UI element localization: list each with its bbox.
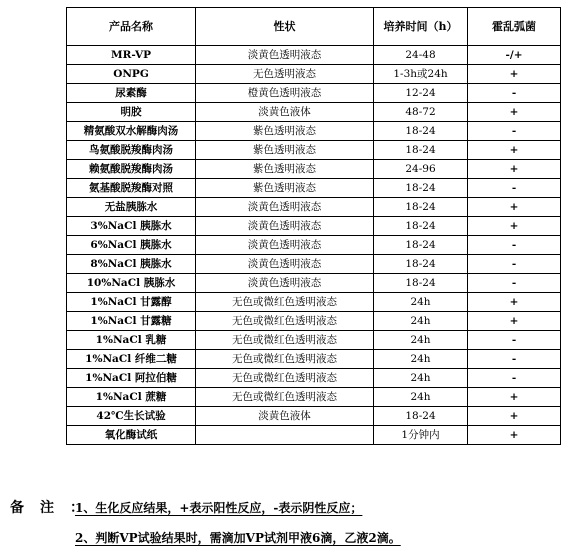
note-line-2 — [10, 526, 570, 556]
cell-vibrio: - — [468, 122, 561, 141]
cell-product: 1%NaCl 乳糖 — [67, 331, 196, 350]
cell-product: 明胶 — [67, 103, 196, 122]
table-body — [67, 8, 561, 445]
cell-incubation: 24h — [374, 331, 468, 350]
table-row — [67, 331, 561, 350]
cell-incubation: 18-24 — [374, 122, 468, 141]
cell-appearance: 无色或微红色透明液态 — [196, 369, 374, 388]
cell-product: 6%NaCl 胰胨水 — [67, 236, 196, 255]
cell-vibrio: - — [468, 369, 561, 388]
cell-incubation: 48-72 — [374, 103, 468, 122]
table-row — [67, 103, 561, 122]
table-row — [67, 255, 561, 274]
cell-appearance: 淡黄色透明液态 — [196, 274, 374, 293]
header-incubation: 培养时间（h） — [374, 8, 468, 46]
table-row — [67, 65, 561, 84]
cell-product: 1%NaCl 纤维二糖 — [67, 350, 196, 369]
note-text-1: 1、生化反应结果，+表示阳性反应，-表示阴性反应； — [75, 501, 363, 515]
cell-vibrio: + — [468, 65, 561, 84]
cell-appearance: 紫色透明液态 — [196, 141, 374, 160]
cell-incubation: 18-24 — [374, 274, 468, 293]
table-row — [67, 426, 561, 445]
cell-appearance: 无色或微红色透明液态 — [196, 293, 374, 312]
cell-incubation: 24h — [374, 369, 468, 388]
cell-vibrio: + — [468, 312, 561, 331]
notes-section — [10, 496, 570, 556]
cell-appearance: 淡黄色透明液态 — [196, 198, 374, 217]
cell-incubation: 1分钟内 — [374, 426, 468, 445]
cell-incubation: 24-48 — [374, 46, 468, 65]
table-row — [67, 293, 561, 312]
cell-vibrio: - — [468, 350, 561, 369]
cell-vibrio: - — [468, 255, 561, 274]
cell-product: 3%NaCl 胰胨水 — [67, 217, 196, 236]
table-row — [67, 141, 561, 160]
cell-product: 氧化酶试纸 — [67, 426, 196, 445]
note-text-2: 2、判断VP试验结果时，需滴加VP试剂甲液6滴，乙液2滴。 — [75, 531, 401, 545]
notes-label: 备注： — [10, 500, 100, 516]
cell-incubation: 18-24 — [374, 407, 468, 426]
table-row — [67, 274, 561, 293]
cell-incubation: 24h — [374, 350, 468, 369]
cell-vibrio: + — [468, 160, 561, 179]
cell-product: 1%NaCl 甘露醇 — [67, 293, 196, 312]
table-row — [67, 369, 561, 388]
table-row — [67, 46, 561, 65]
cell-incubation: 18-24 — [374, 179, 468, 198]
cell-vibrio: + — [468, 407, 561, 426]
cell-incubation: 18-24 — [374, 198, 468, 217]
cell-appearance: 淡黄色液体 — [196, 103, 374, 122]
cell-vibrio: - — [468, 84, 561, 103]
table-row — [67, 350, 561, 369]
header-vibrio: 霍乱弧菌 — [468, 8, 561, 46]
cell-appearance: 无色或微红色透明液态 — [196, 388, 374, 407]
cell-vibrio: + — [468, 141, 561, 160]
cell-product: 赖氨酸脱羧酶肉汤 — [67, 160, 196, 179]
cell-vibrio: - — [468, 179, 561, 198]
cell-incubation: 18-24 — [374, 141, 468, 160]
table-row — [67, 122, 561, 141]
cell-incubation: 18-24 — [374, 255, 468, 274]
table-header-row — [67, 8, 561, 46]
cell-product: 精氨酸双水解酶肉汤 — [67, 122, 196, 141]
cell-vibrio: + — [468, 198, 561, 217]
table-row — [67, 160, 561, 179]
cell-incubation: 24h — [374, 388, 468, 407]
note-line-1 — [10, 496, 570, 526]
cell-vibrio: + — [468, 293, 561, 312]
table-row — [67, 388, 561, 407]
header-appearance: 性状 — [196, 8, 374, 46]
table-row — [67, 179, 561, 198]
cell-appearance: 紫色透明液态 — [196, 179, 374, 198]
table-row — [67, 312, 561, 331]
biochemical-test-table — [66, 7, 561, 445]
cell-product: MR-VP — [67, 46, 196, 65]
cell-appearance: 淡黄色透明液态 — [196, 46, 374, 65]
cell-appearance: 无色或微红色透明液态 — [196, 312, 374, 331]
cell-incubation: 1-3h或24h — [374, 65, 468, 84]
cell-product: 尿素酶 — [67, 84, 196, 103]
cell-vibrio: + — [468, 426, 561, 445]
cell-product: ONPG — [67, 65, 196, 84]
cell-vibrio: - — [468, 274, 561, 293]
cell-product: 1%NaCl 阿拉伯糖 — [67, 369, 196, 388]
cell-appearance: 淡黄色透明液态 — [196, 217, 374, 236]
cell-incubation: 24-96 — [374, 160, 468, 179]
cell-appearance: 橙黄色透明液态 — [196, 84, 374, 103]
cell-product: 鸟氨酸脱羧酶肉汤 — [67, 141, 196, 160]
cell-incubation: 12-24 — [374, 84, 468, 103]
header-product: 产品名称 — [67, 8, 196, 46]
cell-appearance: 无色或微红色透明液态 — [196, 331, 374, 350]
cell-incubation: 18-24 — [374, 217, 468, 236]
table-row — [67, 236, 561, 255]
cell-incubation: 24h — [374, 312, 468, 331]
cell-appearance: 淡黄色液体 — [196, 407, 374, 426]
cell-product: 42℃生长试验 — [67, 407, 196, 426]
cell-appearance: 淡黄色透明液态 — [196, 236, 374, 255]
cell-appearance: 无色透明液态 — [196, 65, 374, 84]
cell-product: 1%NaCl 蔗糖 — [67, 388, 196, 407]
cell-vibrio: + — [468, 217, 561, 236]
cell-product: 氨基酸脱羧酶对照 — [67, 179, 196, 198]
cell-incubation: 24h — [374, 293, 468, 312]
table-row — [67, 84, 561, 103]
cell-product: 1%NaCl 甘露糖 — [67, 312, 196, 331]
table-row — [67, 407, 561, 426]
cell-vibrio: - — [468, 331, 561, 350]
cell-appearance: 无色或微红色透明液态 — [196, 350, 374, 369]
cell-vibrio: -/+ — [468, 46, 561, 65]
cell-appearance: 淡黄色透明液态 — [196, 255, 374, 274]
cell-vibrio: + — [468, 103, 561, 122]
cell-appearance: 紫色透明液态 — [196, 160, 374, 179]
cell-product: 10%NaCl 胰胨水 — [67, 274, 196, 293]
table-row — [67, 198, 561, 217]
cell-incubation: 18-24 — [374, 236, 468, 255]
cell-product: 无盐胰胨水 — [67, 198, 196, 217]
cell-appearance — [196, 426, 374, 445]
table-row — [67, 217, 561, 236]
cell-vibrio: + — [468, 388, 561, 407]
cell-appearance: 紫色透明液态 — [196, 122, 374, 141]
cell-product: 8%NaCl 胰胨水 — [67, 255, 196, 274]
cell-vibrio: - — [468, 236, 561, 255]
